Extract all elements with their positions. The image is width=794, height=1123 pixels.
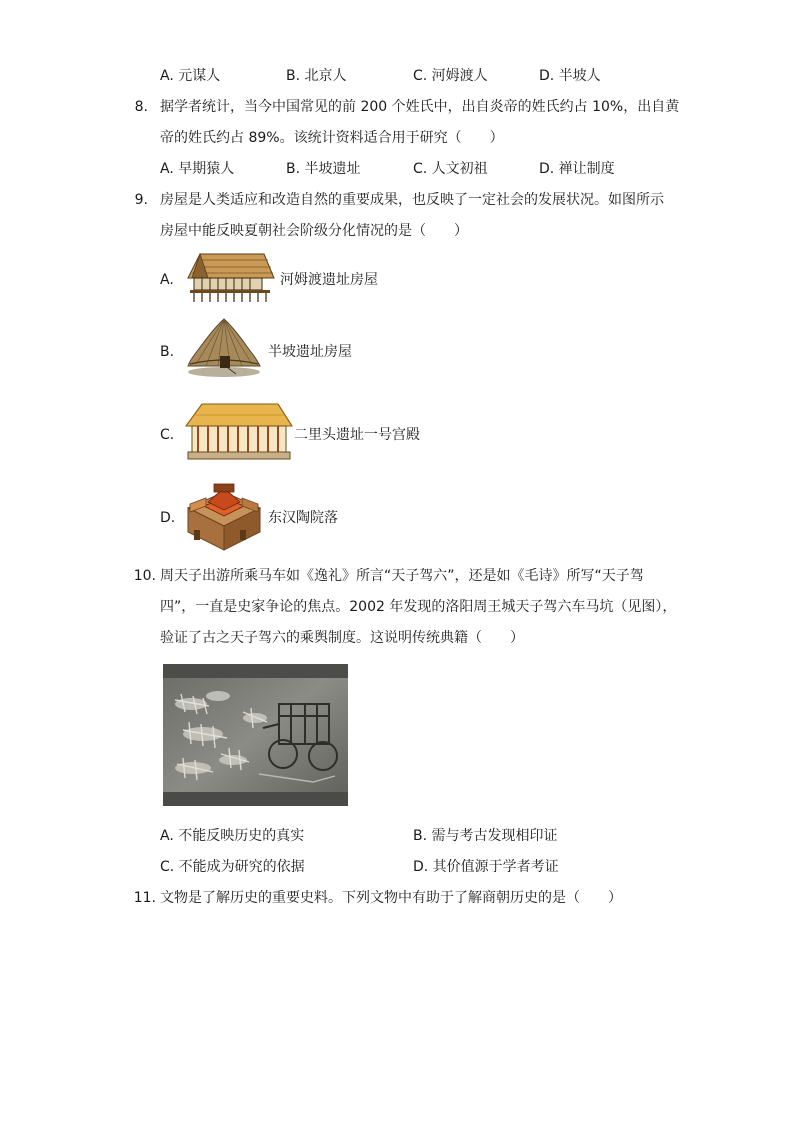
q8-option-c[interactable]: C. 人文初祖 [413, 161, 488, 177]
q9-stem-line1: 房屋是人类适应和改造自然的重要成果，也反映了一定社会的发展状况。如图所示 [160, 192, 664, 208]
q8-option-d[interactable]: D. 禅让制度 [539, 161, 615, 177]
thatched-hut-icon [184, 316, 264, 378]
q8-option-b[interactable]: B. 半坡遗址 [286, 161, 361, 177]
q10-option-d[interactable]: D. 其价值源于学者考证 [413, 859, 559, 875]
q7-option-a[interactable]: A. 元谋人 [160, 68, 221, 84]
q9-option-a-caption: 河姆渡遗址房屋 [280, 272, 378, 288]
q9-option-b-letter[interactable]: B. [160, 344, 175, 360]
q10-stem-line1: 周天子出游所乘马车如《逸礼》所言“天子驾六”，还是如《毛诗》所写“天子驾 [160, 568, 644, 584]
q9-option-c-caption: 二里头遗址一号宫殿 [294, 427, 420, 443]
q9-option-b-caption: 半坡遗址房屋 [268, 344, 352, 360]
q10-number: 10. [133, 568, 156, 584]
q9-number: 9. [134, 192, 148, 208]
q8-number: 8. [134, 99, 148, 115]
palace-icon [184, 400, 294, 462]
q10-stem-line3: 验证了古之天子驾六的乘舆制度。这说明传统典籍（ ） [160, 630, 524, 646]
q8-option-a[interactable]: A. 早期猿人 [160, 161, 235, 177]
q7-option-b[interactable]: B. 北京人 [286, 68, 347, 84]
q8-stem-line2: 帝的姓氏约占 89%。该统计资料适合用于研究（ ） [160, 130, 504, 146]
q7-option-c[interactable]: C. 河姆渡人 [413, 68, 488, 84]
q10-option-c[interactable]: C. 不能成为研究的依据 [160, 859, 305, 875]
q9-stem-line2: 房屋中能反映夏朝社会阶级分化情况的是（ ） [160, 223, 468, 239]
q8-stem-line1: 据学者统计，当今中国常见的前 200 个姓氏中，出自炎帝的姓氏约占 10%，出自黄 [160, 99, 680, 115]
q10-stem-line2: 四”，一直是史家争论的焦点。2002 年发现的洛阳周王城天子驾六车马坑（见图）， [160, 599, 677, 615]
q9-option-a-letter[interactable]: A. [160, 272, 174, 288]
q7-option-d[interactable]: D. 半坡人 [539, 68, 601, 84]
pottery-courtyard-icon [184, 480, 264, 554]
stilt-house-icon [184, 250, 276, 304]
q7-options [160, 66, 680, 86]
q10-option-b[interactable]: B. 需与考古发现相印证 [413, 828, 558, 844]
q8-options [160, 159, 680, 179]
q9-option-d-caption: 东汉陶院落 [268, 510, 338, 526]
q9-option-c-letter[interactable]: C. [160, 427, 175, 443]
q9-option-d-letter[interactable]: D. [160, 510, 176, 526]
q11-number: 11. [133, 890, 156, 906]
q11-stem-line1: 文物是了解历史的重要史料。下列文物中有助于了解商朝历史的是（ ） [160, 890, 622, 906]
chariot-pit-photo [163, 664, 348, 806]
q10-option-a[interactable]: A. 不能反映历史的真实 [160, 828, 305, 844]
